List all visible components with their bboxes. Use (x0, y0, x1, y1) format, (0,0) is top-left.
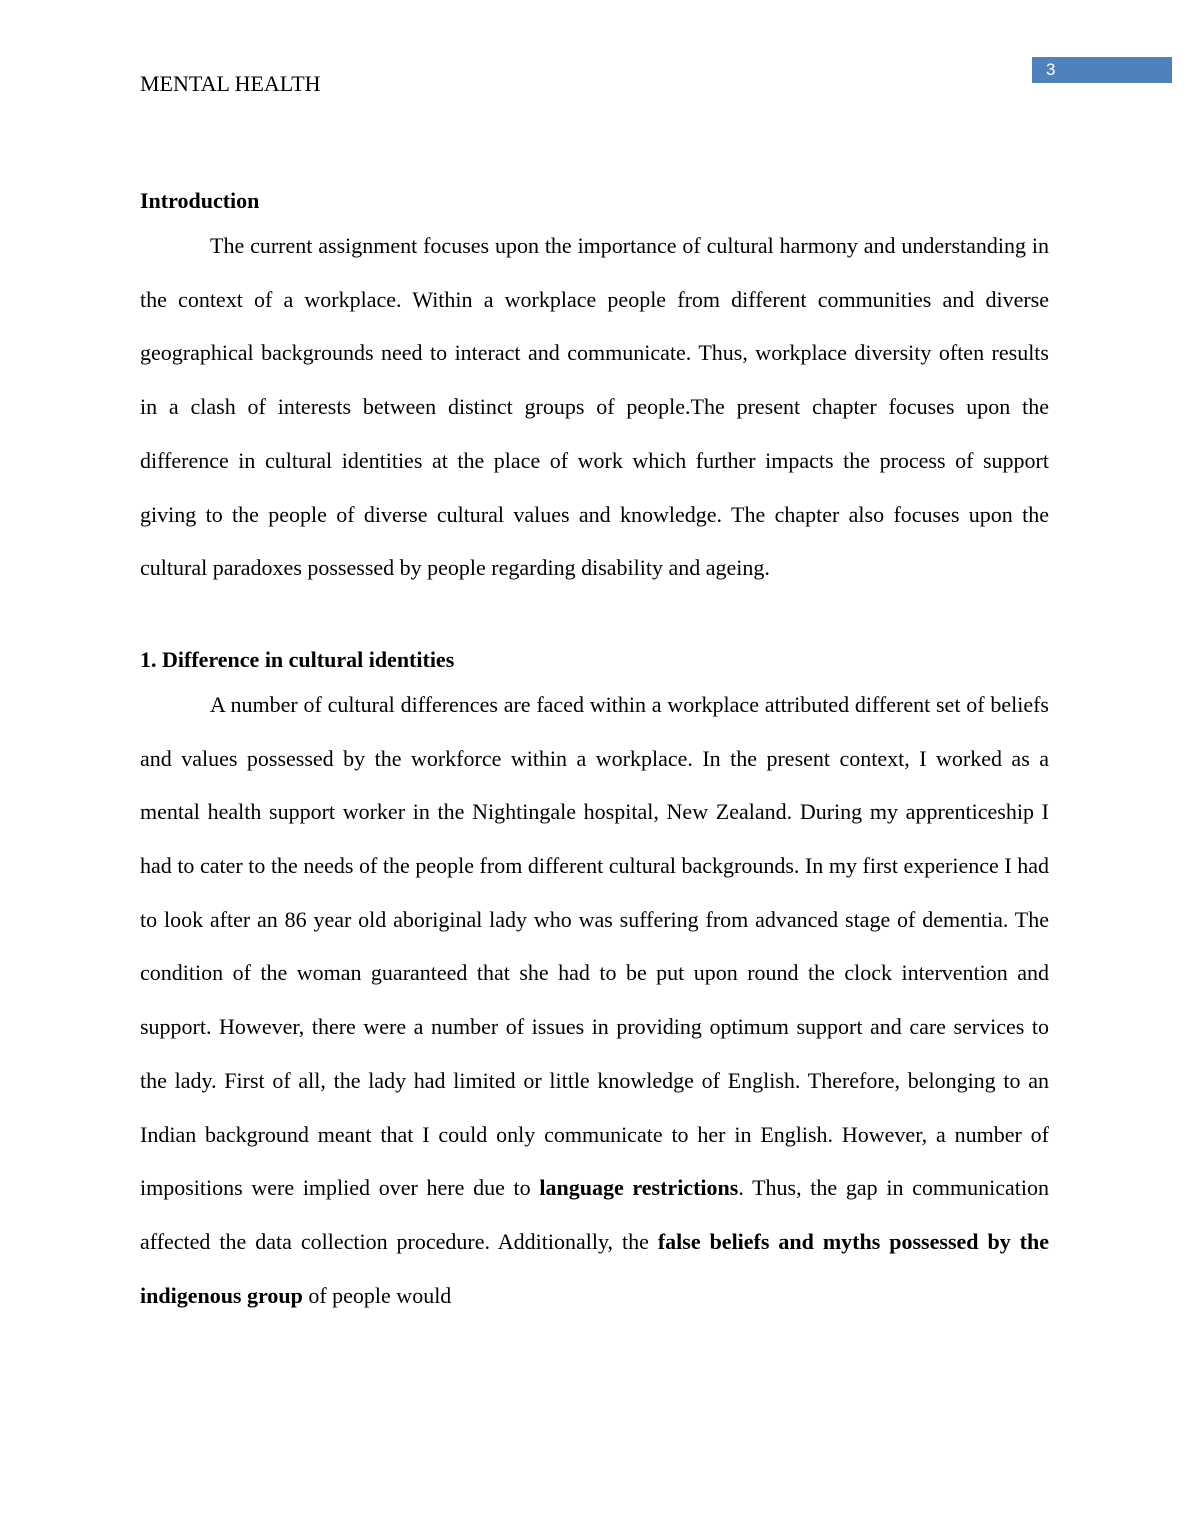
paragraph-text-part3: of people would (308, 1282, 452, 1308)
paragraph-text-part2: . Thus, the gap in communication affected the data collection procedure. Additionally, the (140, 1175, 1050, 1254)
document-body (140, 183, 1049, 1322)
introduction-paragraph: The current assignment focuses upon the importance of cultural harmony and understanding in the context of a workplace. Within a workplace people from different communities and diverse geographical backgrounds need to interact and communicate. Thus, workplace diversity often results in a clash of interests between distinct groups of people.The present chapter focuses upon the difference in cultural identities at the place of work which further impacts the process of support giving to the people of diverse cultural values and knowledge. The chapter also focuses upon the cultural paradoxes possessed by people regarding disability and ageing. (140, 233, 1049, 581)
section-spacer (140, 595, 1049, 642)
emphasis-false-beliefs: false beliefs and myths possessed by the indigenous group (140, 1228, 1049, 1308)
section-heading-cultural-identities: 1. Difference in cultural identities (140, 646, 455, 672)
cultural-identities-paragraph (140, 678, 1049, 1322)
running-head: MENTAL HEALTH (140, 71, 321, 96)
page-number: 3 (1032, 57, 1172, 83)
section-heading-introduction: Introduction (140, 188, 260, 213)
paragraph-text-part1: A number of cultural differences are faced within a workplace attributed different set of beliefs and values possessed by the workforce within a workplace. In the present context, I worked as a mental health support worker in the Nightingale hospital, New Zealand. During my apprenticeship I had to cater to the needs of the people from different cultural backgrounds. In my first experience I had to look after an 86 year old aboriginal lady who was suffering from advanced stage of dementia. The condition of the woman guaranteed that she had to be put upon round the clock intervention and support. However, there were a number of issues in providing optimum support and care services to the lady. First of all, the lady had limited or little knowledge of English. Therefore, belonging to an Indian background meant that I could only communicate to her in English. However, a number of impositions were implied over here due to (140, 691, 1049, 1201)
emphasis-language-restrictions: language restrictions (539, 1175, 739, 1201)
